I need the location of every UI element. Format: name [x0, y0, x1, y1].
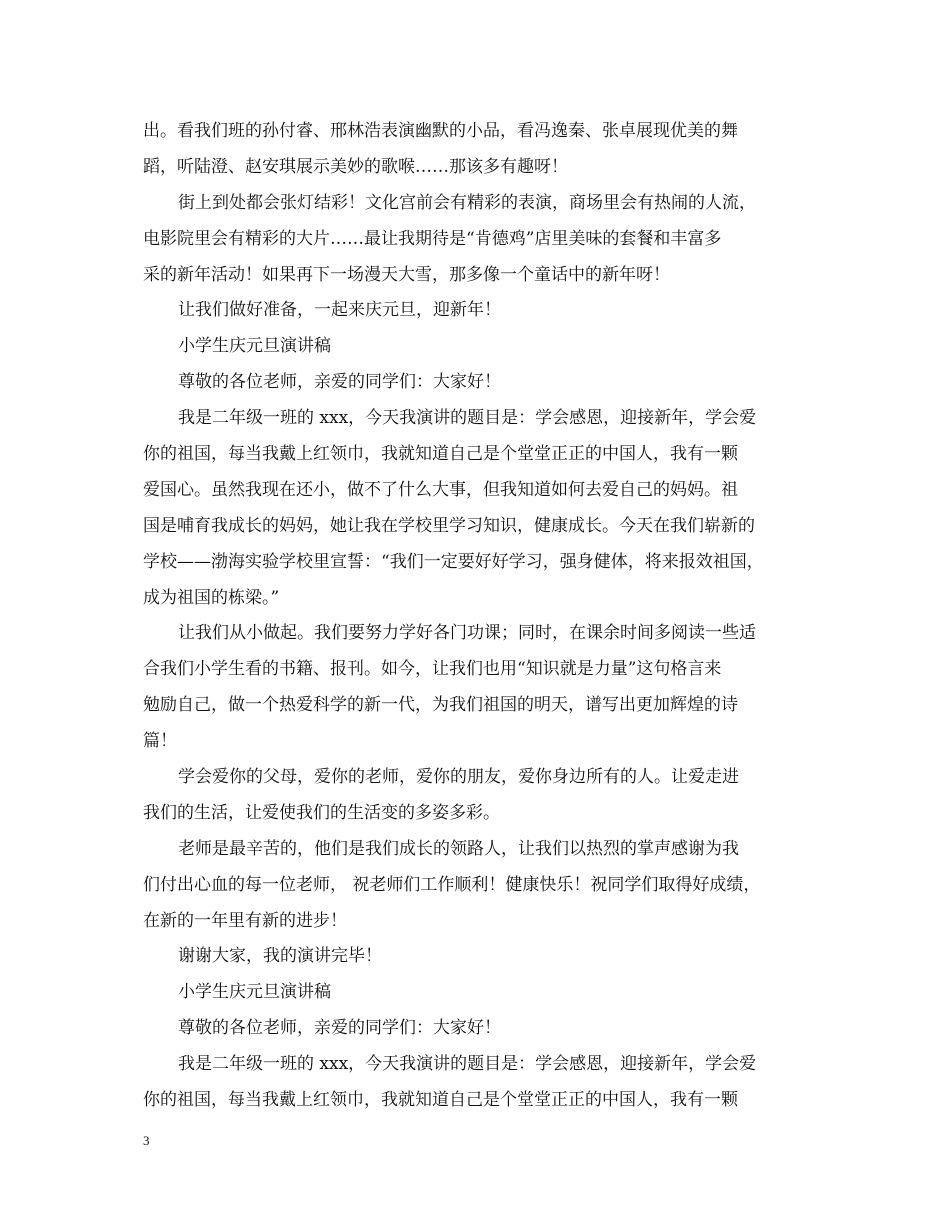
text-line: 出。看我们班的孙付睿、邢林浩表演幽默的小品，看冯逸秦、张卓展现优美的舞	[143, 121, 738, 141]
document-body	[143, 114, 818, 1119]
text-line: 尊敬的各位老师，亲爱的同学们：大家好！	[178, 1018, 501, 1039]
text-line: 电影院里会有精彩的大片……最让我期待是“肯德鸡”店里美味的套餐和丰富多	[143, 228, 722, 249]
text-line: 尊敬的各位老师，亲爱的同学们：大家好！	[178, 372, 501, 393]
page-number: 3	[143, 1133, 150, 1148]
text-line: 让我们做好准备，一起来庆元旦，迎新年！	[178, 300, 501, 321]
text-line: 合我们小学生看的书籍、报刊。如今，让我们也用“知识就是力量”这句格言来	[143, 659, 722, 680]
text-line: 爱国心。虽然我现在还小，做不了什么大事，但我知道如何去爱自己的妈妈。祖	[143, 479, 738, 500]
text-line: 成为祖国的栋梁。”	[143, 587, 280, 608]
text-line: 谢谢大家，我的演讲完毕！	[178, 946, 382, 967]
text-line: 街上到处都会张灯结彩！文化宫前会有精彩的表演，商场里会有热闹的人流，	[178, 192, 756, 213]
text-line: 让我们从小做起。我们要努力学好各门功课；同时，在课余时间多阅读一些适	[178, 623, 756, 644]
text-line: 我是二年级一班的 xxx，今天我演讲的题目是：学会感恩，迎接新年，学会爱	[178, 1054, 757, 1075]
text-line: 我是二年级一班的 xxx，今天我演讲的题目是：学会感恩，迎接新年，学会爱	[178, 408, 757, 429]
text-line: 你的祖国，每当我戴上红领巾，我就知道自己是个堂堂正正的中国人，我有一颗	[143, 1090, 738, 1111]
text-line: 篇！	[143, 731, 177, 752]
text-line: 你的祖国，每当我戴上红领巾，我就知道自己是个堂堂正正的中国人，我有一颗	[143, 444, 738, 465]
text-line: 勉励自己，做一个热爱科学的新一代，为我们祖国的明天，谱写出更加辉煌的诗	[143, 695, 738, 716]
text-line: 我们的生活，让爱使我们的生活变的多姿多彩。	[143, 802, 500, 823]
text-line: 蹈，听陆澄、赵安琪展示美妙的歌喉……那该多有趣呀！	[143, 156, 568, 177]
text-line: 小学生庆元旦演讲稿	[178, 982, 331, 1003]
text-line: 们付出心血的每一位老师， 祝老师们工作顺利！健康快乐！祝同学们取得好成绩，	[143, 874, 761, 895]
text-line: 学校——渤海实验学校里宣誓：“我们一定要好好学习，强身健体，将来报效祖国，	[143, 551, 764, 572]
text-line: 学会爱你的父母，爱你的老师，爱你的朋友，爱你身边所有的人。让爱走进	[178, 767, 739, 788]
text-line: 老师是最辛苦的，他们是我们成长的领路人，让我们以热烈的掌声感谢为我	[178, 838, 739, 859]
text-line: 国是哺育我成长的妈妈，她让我在学校里学习知识，健康成长。今天在我们崭新的	[143, 515, 755, 536]
text-line: 采的新年活动！如果再下一场漫天大雪，那多像一个童话中的新年呀！	[143, 264, 670, 285]
text-line: 小学生庆元旦演讲稿	[178, 336, 331, 357]
text-line: 在新的一年里有新的进步！	[143, 910, 347, 931]
